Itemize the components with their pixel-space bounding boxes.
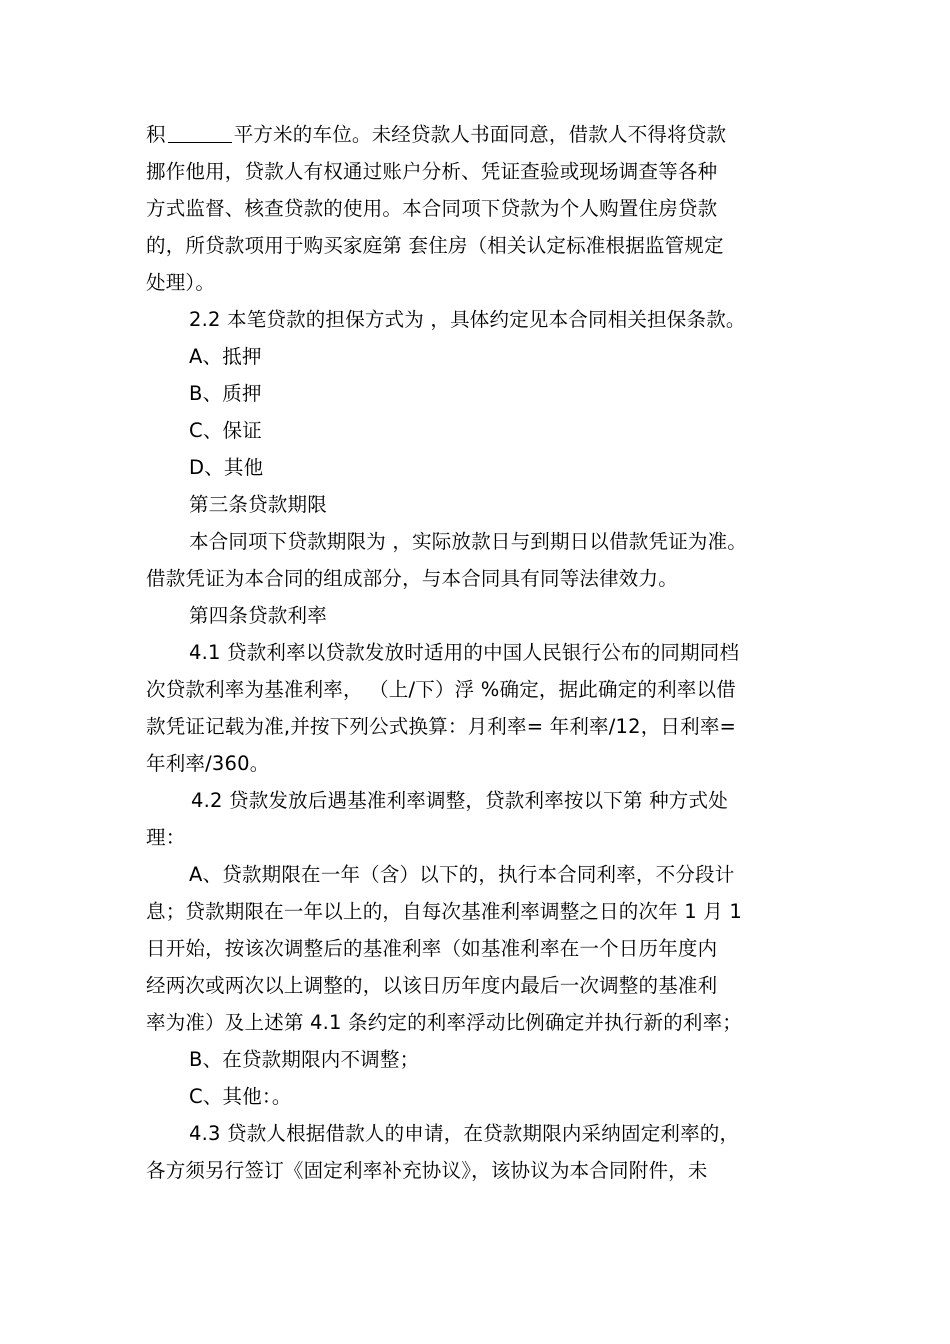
option-a: A、抵押	[189, 345, 262, 368]
option-b: B、在贷款期限内不调整；	[189, 1048, 420, 1071]
text-fragment: 积	[146, 123, 166, 146]
text-line: 的，所贷款项用于购买家庭第 套住房（相关认定标准根据监管规定	[146, 234, 724, 257]
clause-4-3: 4.3 贷款人根据借款人的申请，在贷款期限内采纳固定利率的，	[189, 1122, 740, 1145]
option-b: B、质押	[189, 382, 262, 405]
option-d: D、其他	[189, 456, 264, 479]
text-line: 借款凭证为本合同的组成部分，与本合同具有同等法律效力。	[146, 567, 678, 590]
text-line: 各方须另行签订《固定利率补充协议》，该协议为本合同附件，未	[146, 1159, 708, 1182]
text-line: 挪作他用，贷款人有权通过账户分析、凭证查验或现场调查等各种	[146, 160, 718, 183]
text-line	[146, 116, 816, 153]
clause-4-2: 4.2 贷款发放后遇基准利率调整，贷款利率按以下第 种方式处	[191, 789, 728, 812]
clause-4-1: 4.1 贷款利率以贷款发放时适用的中国人民银行公布的同期同档	[189, 641, 740, 664]
option-a: A、贷款期限在一年（含）以下的，执行本合同利率，不分段计	[189, 863, 735, 886]
text-line: 经两次或两次以上调整的，以该日历年度内最后一次调整的基准利	[146, 974, 718, 997]
clause-2-2: 2.2 本笔贷款的担保方式为 ，具体约定见本合同相关担保条款。	[189, 308, 746, 331]
section-heading: 第三条贷款期限	[189, 493, 327, 516]
option-c: C、其他：。	[189, 1085, 292, 1108]
text-line: 方式监督、核查贷款的使用。本合同项下贷款为个人购置住房贷款	[146, 197, 718, 220]
text-line: 次贷款利率为基准利率， （上/下）浮 %确定，据此确定的利率以借	[146, 678, 736, 701]
contract-text	[146, 116, 816, 1189]
option-c: C、保证	[189, 419, 262, 442]
text-line: 本合同项下贷款期限为 ，实际放款日与到期日以借款凭证为准。	[189, 530, 747, 553]
text-line: 理：	[146, 826, 186, 849]
text-line: 率为准）及上述第 4.1 条约定的利率浮动比例确定并执行新的利率；	[146, 1011, 743, 1034]
text-line: 日开始，按该次调整后的基准利率（如基准利率在一个日历年度内	[146, 937, 718, 960]
text-line: 年利率/360。	[146, 752, 270, 775]
section-heading: 第四条贷款利率	[189, 604, 327, 627]
text-fragment: 平方米的车位。未经贷款人书面同意，借款人不得将贷款	[233, 123, 727, 146]
text-line: 款凭证记载为准,并按下列公式换算：月利率= 年利率/12，日利率=	[146, 715, 737, 738]
fill-in-blank	[168, 122, 232, 143]
text-line: 处理）。	[146, 271, 216, 294]
text-line: 息；贷款期限在一年以上的，自每次基准利率调整之日的次年 1 月 1	[146, 900, 743, 923]
